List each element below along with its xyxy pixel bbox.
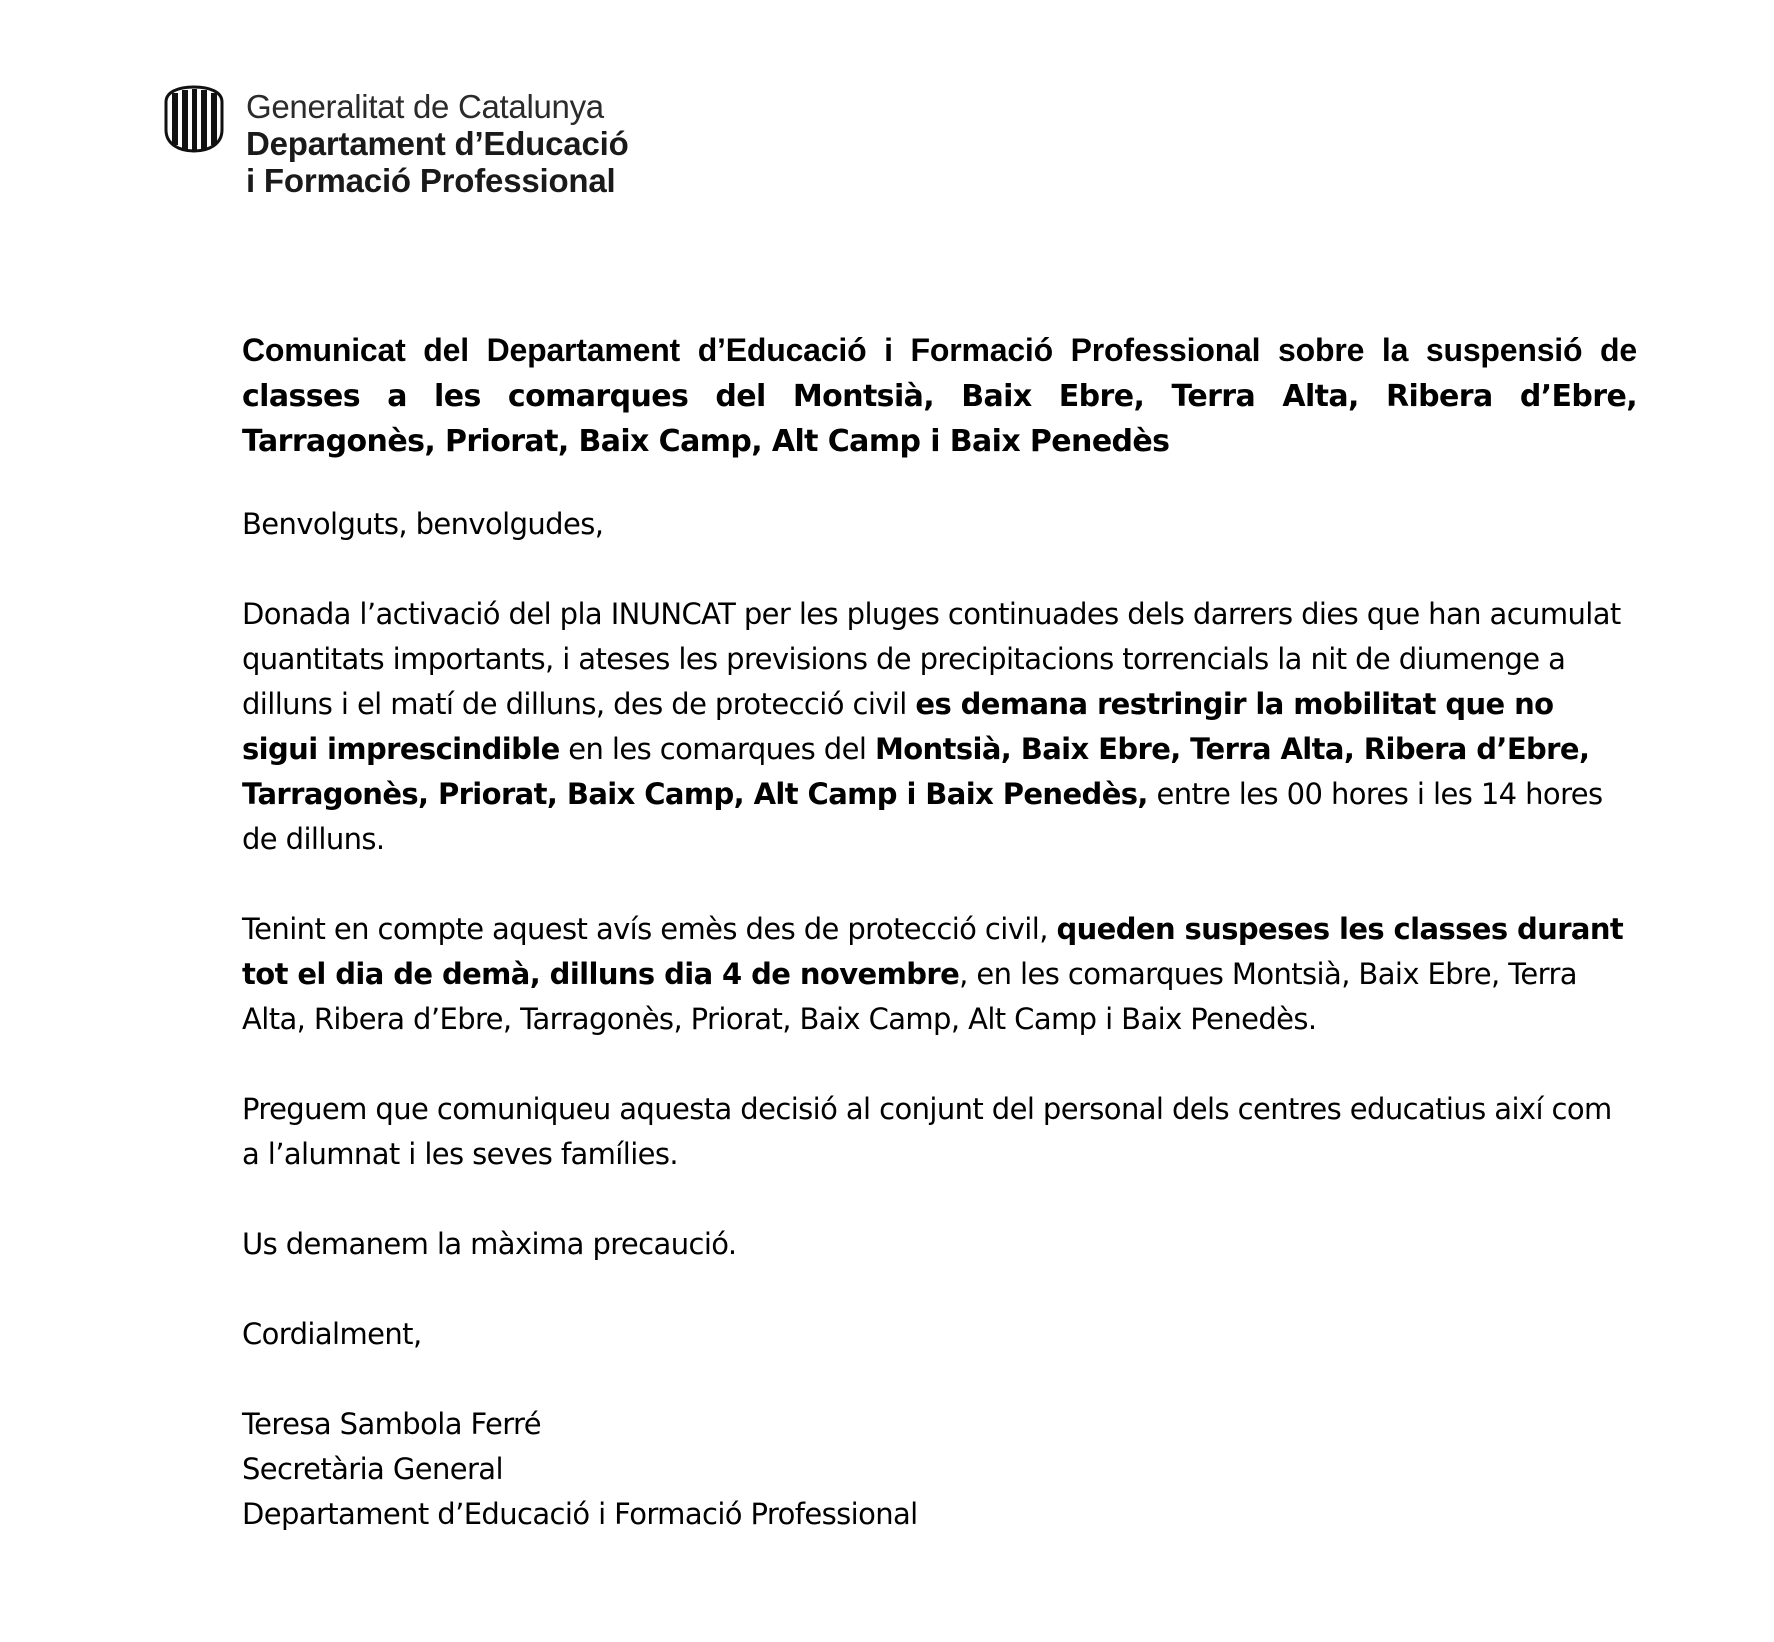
generalitat-seal-icon bbox=[163, 84, 225, 154]
paragraph2-text-2: , en les comarques Montsià, Baix Ebre, Terra Alta, Ribera d’Ebre, Tarragonès, Priorat, Baix Camp, Alt Camp i Baix Penedès. bbox=[242, 957, 1577, 1036]
title-part-1: Comunicat del Departament d’Educació i Formació Professional sobre la suspensió de bbox=[242, 332, 1637, 368]
org-line-department: Departament d’Educació bbox=[246, 125, 629, 162]
closing: Cordialment, bbox=[242, 1317, 422, 1351]
signature-block bbox=[242, 1402, 1637, 1537]
paragraph2-text-1: Tenint en compte aquest avís emès des de protecció civil, bbox=[242, 912, 1057, 946]
signature-department: Departament d’Educació i Formació Professional bbox=[242, 1497, 918, 1531]
document-title bbox=[242, 328, 1637, 464]
signature-position: Secretària General bbox=[242, 1452, 503, 1486]
paragraph1-text-1: Donada l’activació del pla INUNCAT per les pluges continuades dels darrers dies que han acumulat quantitats importants, i ateses les previsions de precipitacions torrencials la nit de diumenge a dilluns i el matí de dilluns, des de protecció civil bbox=[242, 597, 1621, 721]
org-line-formation: i Formació Professional bbox=[246, 162, 616, 199]
signature-name: Teresa Sambola Ferré bbox=[242, 1407, 541, 1441]
letter-body bbox=[242, 328, 1637, 1537]
paragraph-communicate: Preguem que comuniqueu aquesta decisió al conjunt del personal dels centres educatius així com a l’alumnat i les seves famílies. bbox=[242, 1092, 1612, 1171]
greeting: Benvolguts, benvolgudes, bbox=[242, 507, 604, 541]
letterhead bbox=[163, 84, 629, 199]
paragraph-inuncat bbox=[242, 592, 1637, 862]
title-part-2: classes a les comarques del Montsià, Baix Ebre, Terra Alta, Ribera d’Ebre, Tarragonès, Priorat, Baix Camp, Alt Camp i Baix Penedès bbox=[242, 379, 1637, 459]
paragraph1-text-2: en les comarques del bbox=[559, 732, 875, 766]
paragraph1-text-3: entre les 00 hores i les 14 hores de dilluns. bbox=[242, 777, 1603, 856]
paragraph-suspension bbox=[242, 907, 1637, 1042]
paragraph2-bold-suspension: queden suspeses les classes durant tot el dia de demà, dilluns dia 4 de novembre bbox=[242, 912, 1624, 991]
organization-name bbox=[246, 88, 629, 199]
paragraph-precaution: Us demanem la màxima precaució. bbox=[242, 1227, 737, 1261]
paragraph1-bold-regions: Montsià, Baix Ebre, Terra Alta, Ribera d’Ebre, Tarragonès, Priorat, Baix Camp, Alt Camp i Baix Penedès, bbox=[242, 732, 1590, 811]
org-line-generalitat: Generalitat de Catalunya bbox=[246, 88, 604, 125]
paragraph1-bold-mobility: es demana restringir la mobilitat que no sigui imprescindible bbox=[242, 687, 1554, 766]
